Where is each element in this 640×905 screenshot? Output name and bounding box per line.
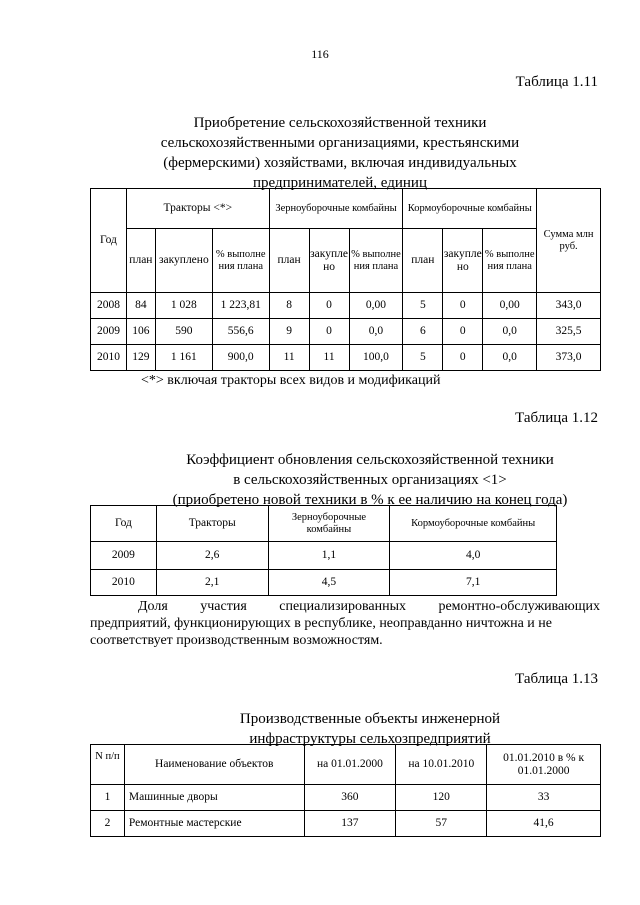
header-grain-combines: Зерноуборочные комбайны <box>268 506 390 542</box>
cell: 590 <box>155 319 212 345</box>
cell: 2,6 <box>156 542 268 570</box>
cell: 1,1 <box>268 542 390 570</box>
table-1-11-title <box>90 113 590 193</box>
cell: 0 <box>309 293 349 319</box>
cell: 33 <box>487 785 601 811</box>
cell-year: 2008 <box>91 293 127 319</box>
cell: 1 028 <box>155 293 212 319</box>
cell: 11 <box>269 345 309 371</box>
header-forage-combines: Кормоуборочные комбайны <box>390 506 557 542</box>
cell: 1 161 <box>155 345 212 371</box>
cell-number: 2 <box>91 811 125 837</box>
cell: 0,0 <box>483 345 537 371</box>
title-line: сельскохозяйственными организациями, крестьянскими <box>160 135 520 151</box>
cell: 343,0 <box>537 293 601 319</box>
cell: 41,6 <box>487 811 601 837</box>
cell: 4,5 <box>268 570 390 596</box>
table-row <box>91 570 557 596</box>
table-row <box>91 345 601 371</box>
cell: 0,0 <box>483 319 537 345</box>
cell: 8 <box>269 293 309 319</box>
table-1-13 <box>90 744 601 837</box>
cell: 0 <box>309 319 349 345</box>
table-1-13-caption: Таблица 1.13 <box>515 671 598 687</box>
cell: 9 <box>269 319 309 345</box>
paragraph-line: предприятий, функционирующих в республике, неоправданно ничтожна и не <box>90 616 552 631</box>
cell: 556,6 <box>212 319 269 345</box>
cell-year: 2010 <box>91 345 127 371</box>
cell-number: 1 <box>91 785 125 811</box>
table-row <box>91 319 601 345</box>
header-grain-combines: Зерноуборочные комбайны <box>269 189 403 229</box>
header-year: Год <box>91 189 127 293</box>
cell: 1 223,81 <box>212 293 269 319</box>
subheader-plan: план <box>269 229 309 293</box>
cell: 106 <box>126 319 155 345</box>
cell: 0,00 <box>483 293 537 319</box>
header-forage-combines: Кормоуборочные комбайны <box>403 189 537 229</box>
cell-name: Ремонтные мастерские <box>124 811 304 837</box>
cell: 0 <box>443 345 483 371</box>
cell-year: 2009 <box>91 542 157 570</box>
header-percent: 01.01.2010 в % к 01.01.2000 <box>487 745 601 785</box>
paragraph-line: Доля участия специализированных ремонтно-обслуживающих <box>138 599 600 614</box>
table-1-11-caption: Таблица 1.11 <box>515 74 598 90</box>
title-line: предпринимателей, единиц <box>253 175 427 191</box>
cell: 900,0 <box>212 345 269 371</box>
cell-name: Машинные дворы <box>124 785 304 811</box>
table-1-13-title <box>110 709 630 749</box>
subheader-bought: закупле но <box>443 229 483 293</box>
cell: 5 <box>403 345 443 371</box>
title-line: (фермерскими) хозяйствами, включая индивидуальных <box>163 155 517 171</box>
cell: 0 <box>443 293 483 319</box>
table-row <box>91 542 557 570</box>
header-tractors: Тракторы <*> <box>126 189 269 229</box>
subheader-pct: % выполне ния плана <box>483 229 537 293</box>
body-paragraph <box>90 598 600 649</box>
header-tractors: Тракторы <box>156 506 268 542</box>
title-line: инфраструктуры сельхозпредприятий <box>249 731 491 747</box>
subheader-bought: закуплено <box>155 229 212 293</box>
header-year: Год <box>91 506 157 542</box>
cell: 6 <box>403 319 443 345</box>
cell: 84 <box>126 293 155 319</box>
title-line: Производственные объекты инженерной <box>239 711 501 727</box>
subheader-pct: % выполне ния плана <box>349 229 403 293</box>
cell: 120 <box>396 785 487 811</box>
table-1-12-caption: Таблица 1.12 <box>515 410 598 426</box>
cell: 325,5 <box>537 319 601 345</box>
title-line: в сельскохозяйственных организациях <1> <box>233 472 507 488</box>
header-2000: на 01.01.2000 <box>304 745 396 785</box>
header-number: N п/п <box>91 745 125 785</box>
subheader-plan: план <box>403 229 443 293</box>
table-1-11-footnote: <*> включая тракторы всех видов и модификаций <box>141 373 441 388</box>
cell: 100,0 <box>349 345 403 371</box>
title-line: Приобретение сельскохозяйственной техники <box>193 115 487 131</box>
subheader-plan: план <box>126 229 155 293</box>
cell: 373,0 <box>537 345 601 371</box>
paragraph-line: соответствует производственным возможностям. <box>90 633 383 648</box>
cell: 7,1 <box>390 570 557 596</box>
cell: 137 <box>304 811 396 837</box>
table-row <box>91 811 601 837</box>
page-number: 116 <box>311 47 329 61</box>
table-1-12 <box>90 505 557 596</box>
cell: 4,0 <box>390 542 557 570</box>
title-line: Коэффициент обновления сельскохозяйственной техники <box>186 452 554 468</box>
subheader-bought: закупле но <box>309 229 349 293</box>
header-sum: Сумма млн руб. <box>537 189 601 293</box>
header-2010: на 10.01.2010 <box>396 745 487 785</box>
cell: 0 <box>443 319 483 345</box>
cell: 57 <box>396 811 487 837</box>
title-line: (приобретено новой техники в % к ее наличию на конец года) <box>172 492 568 508</box>
header-name: Наименование объектов <box>124 745 304 785</box>
cell: 5 <box>403 293 443 319</box>
cell-year: 2010 <box>91 570 157 596</box>
table-row <box>91 293 601 319</box>
cell: 11 <box>309 345 349 371</box>
table-1-11 <box>90 188 601 371</box>
table-1-12-title <box>130 450 610 510</box>
subheader-pct: % выполне ния плана <box>212 229 269 293</box>
cell: 0,0 <box>349 319 403 345</box>
cell-year: 2009 <box>91 319 127 345</box>
cell: 2,1 <box>156 570 268 596</box>
cell: 0,00 <box>349 293 403 319</box>
table-row <box>91 785 601 811</box>
cell: 360 <box>304 785 396 811</box>
cell: 129 <box>126 345 155 371</box>
